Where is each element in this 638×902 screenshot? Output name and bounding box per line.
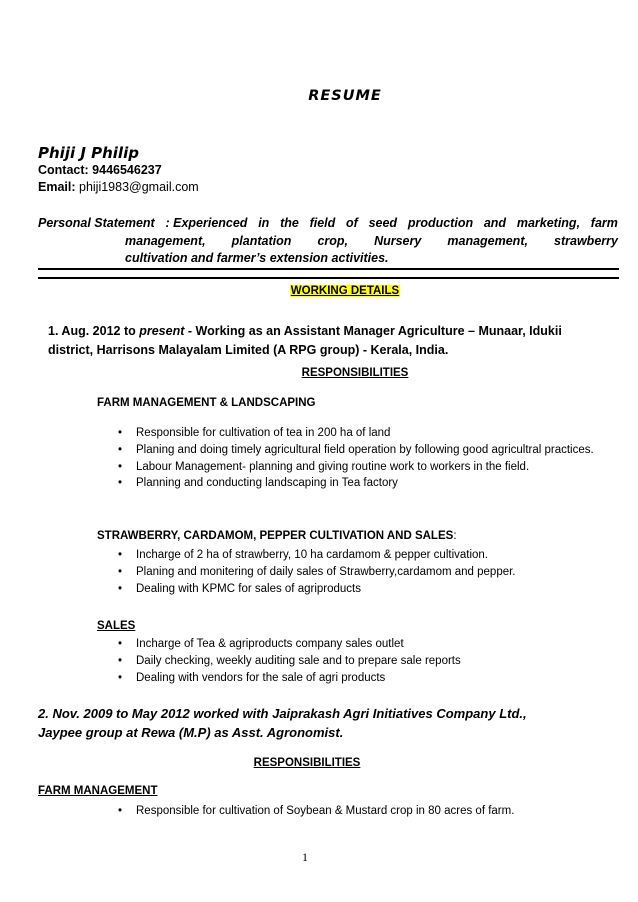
contact-line [38,163,162,177]
working-details-heading [0,285,638,297]
job-1-line-1 [48,322,600,341]
list-item: • Labour Management- planning and giving routine work to workers in the field. [118,459,602,476]
strawberry-list [118,547,602,597]
strawberry-heading-text: STRAWBERRY, CARDAMOM, PEPPER CULTIVATION AND SALES [97,530,454,542]
job-1-responsibilities-heading: RESPONSIBILITIES [301,367,409,379]
job-1-present: present [139,324,185,338]
statement-label: Personal Statement [38,216,155,230]
statement-word: Nursery [374,233,422,248]
list-item: • Dealing with vendors for the sale of agri products [118,670,602,687]
list-item: • Daily checking, weekly auditing sale and to prepare sale reports [118,653,602,670]
email-line [38,180,199,194]
statement-word: of [346,216,358,230]
statement-word: farm [590,216,618,230]
job-2-farm-heading: FARM MANAGEMENT [38,785,158,797]
working-details-text: WORKING DETAILS [290,285,400,297]
statement-word: strawberry [554,233,618,248]
statement-word: plantation [231,233,292,248]
list-item: • Planing and monitering of daily sales of Strawberry,cardamom and pepper. [118,564,602,581]
list-item: • Planing and doing timely agricultural field operation by following good agricultral practices. [118,442,602,459]
list-item: • Dealing with KPMC for sales of agriproducts [118,581,602,598]
candidate-name: Phiji J Philip [38,144,139,162]
resume-title: RESUME [308,88,382,104]
page-number: 1 [302,850,308,864]
job-2-line-1: 2. Nov. 2009 to May 2012 worked with Jaiprakash Agri Initiatives Company Ltd., [38,706,527,721]
sales-heading: SALES [97,620,136,632]
statement-word: management, [125,233,206,248]
statement-word: marketing, [516,216,581,230]
job-1-role: - Working as an Assistant Manager Agriculture – Munaar, Idukii [184,324,562,338]
statement-word: in [258,216,270,230]
strawberry-heading [97,530,457,542]
list-item: • Responsible for cultivation of Soybean & Mustard crop in 80 acres of farm. [118,803,602,820]
sales-list [118,636,602,686]
job-2-responsibilities-heading: RESPONSIBILITIES [253,757,361,769]
divider-rule [38,277,619,279]
strawberry-heading-colon: : [453,530,457,542]
list-item: • Responsible for cultivation of tea in 200 ha of land [118,425,602,442]
farm-landscaping-list [118,425,602,492]
statement-word: crop, [317,233,348,248]
list-item: • Incharge of 2 ha of strawberry, 10 ha cardamom & pepper cultivation. [118,547,602,564]
statement-word: management, [447,233,528,248]
statement-word: production [407,216,474,230]
job-2-farm-list [118,803,602,820]
statement-line-2 [38,233,618,251]
divider-rule [38,268,619,270]
list-item: • Incharge of Tea & agriproducts company sales outlet [118,636,602,653]
statement-word: and [483,216,507,230]
job-2-title [38,704,600,742]
statement-word: seed [368,216,398,230]
email-label: Email: [38,180,76,194]
statement-word: field [309,216,336,230]
statement-word: the [280,216,299,230]
job-1-line-2: district, Harrisons Malayalam Limited (A RPG group) - Kerala, India. [48,343,449,357]
list-item: • Planning and conducting landscaping in Tea factory [118,475,602,492]
job-2-line-2: Jaypee group at Rewa (M.P) as Asst. Agronomist. [38,725,344,740]
job-1-title [48,322,600,360]
contact-value: 9446546237 [88,163,162,177]
statement-line-1 [38,215,618,233]
job-1-date: 1. Aug. 2012 to [48,324,140,338]
email-value: phiji1983@gmail.com [75,180,199,194]
personal-statement [38,215,618,268]
contact-label: Contact: [38,163,89,177]
farm-landscaping-heading: FARM MANAGEMENT & LANDSCAPING [97,397,316,409]
statement-line-3: cultivation and farmer’s extension activities. [125,251,389,265]
statement-word: : Experienced [165,216,248,230]
